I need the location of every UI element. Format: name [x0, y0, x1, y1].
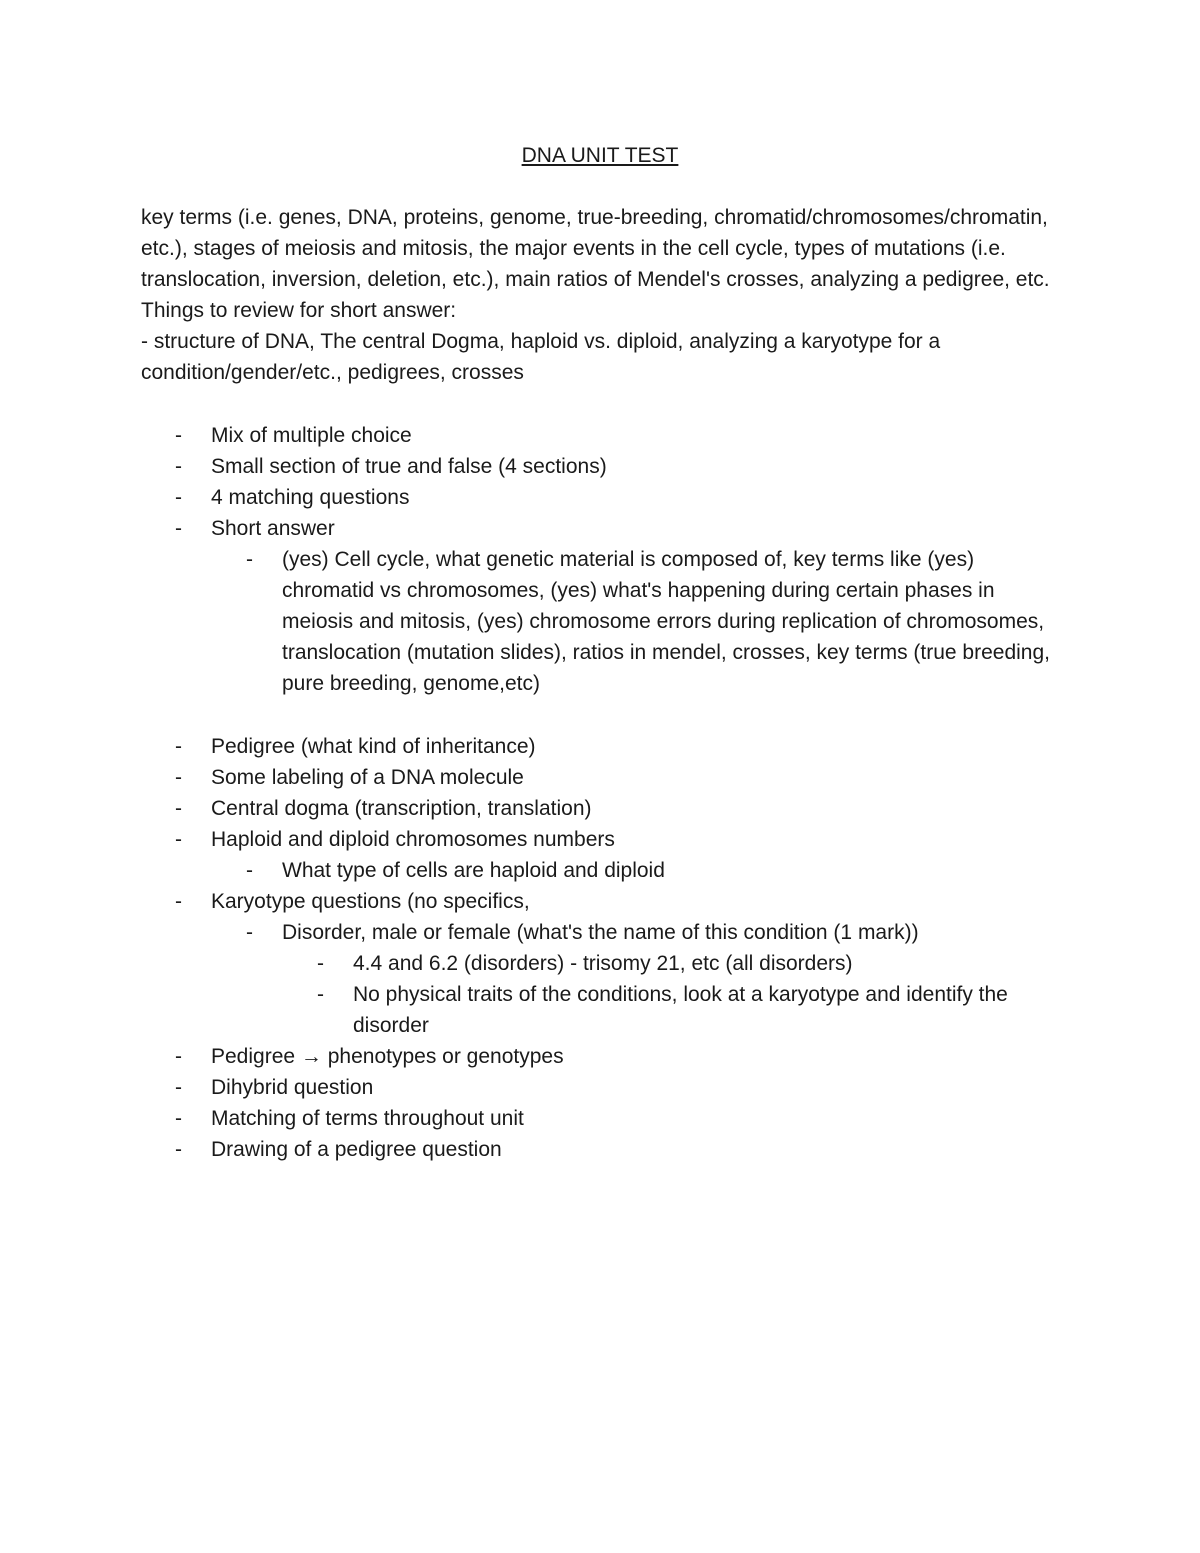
list-item-text: 4 matching questions — [211, 486, 410, 509]
dash-bullet: - — [175, 828, 182, 851]
dash-bullet: - — [175, 735, 182, 758]
list-item — [175, 482, 1071, 513]
list-item — [175, 513, 1071, 699]
list-item — [175, 420, 1071, 451]
dash-bullet: - — [175, 1045, 182, 1068]
list-item-text: Matching of terms throughout unit — [211, 1107, 524, 1130]
list-item-text: Pedigree (what kind of inheritance) — [211, 735, 536, 758]
list-item — [175, 762, 1071, 793]
dash-bullet: - — [175, 1138, 182, 1161]
list-item — [175, 886, 1071, 1041]
sub-list — [211, 544, 1071, 699]
topics-list — [175, 731, 1071, 1165]
sub-sub-list — [282, 948, 1071, 1041]
list-item — [175, 731, 1071, 762]
list-item — [246, 855, 1071, 886]
list-item — [175, 1134, 1071, 1165]
sub-list — [211, 855, 1071, 886]
list-item-text: Some labeling of a DNA molecule — [211, 766, 524, 789]
dash-bullet: - — [246, 859, 253, 882]
list-item — [175, 1041, 1071, 1072]
list-item — [246, 544, 1071, 699]
list-item — [246, 917, 1071, 1041]
dash-bullet: - — [175, 517, 182, 540]
short-answer-topics: - structure of DNA, The central Dogma, haploid vs. diploid, analyzing a karyotype for a condition/gender/etc., pedigrees, crosses — [141, 330, 941, 384]
list-item-text: (yes) Cell cycle, what genetic material is composed of, key terms like (yes) chromatid vs chromosomes, (yes) what's happening during certain phases in meiosis and mitosis, (yes) chromosome errors during replication of chromosomes, translocation (mutation slides), ratios in mendel, crosses, key terms (true breeding, pure breeding, genome,etc) — [282, 548, 1050, 695]
list-item — [175, 451, 1071, 482]
list-item — [317, 979, 1071, 1041]
list-item — [175, 824, 1071, 886]
list-item-text: 4.4 and 6.2 (disorders) - trisomy 21, etc (all disorders) — [353, 952, 853, 975]
dash-bullet: - — [175, 890, 182, 913]
list-item-text: No physical traits of the conditions, look at a karyotype and identify the disorder — [353, 983, 1008, 1037]
list-item-text: Haploid and diploid chromosomes numbers — [211, 828, 615, 851]
short-answer-heading: Things to review for short answer: — [141, 299, 457, 322]
list-item — [175, 1103, 1071, 1134]
list-item-text: Karyotype questions (no specifics, — [211, 890, 530, 913]
dash-bullet: - — [175, 797, 182, 820]
intro-section — [141, 202, 1071, 388]
list-item — [175, 1072, 1071, 1103]
dash-bullet: - — [175, 486, 182, 509]
list-item — [317, 948, 1071, 979]
dash-bullet: - — [175, 455, 182, 478]
list-item — [175, 793, 1071, 824]
test-format-list — [175, 420, 1071, 699]
page-title: DNA UNIT TEST — [521, 144, 679, 167]
dash-bullet: - — [175, 1107, 182, 1130]
dash-bullet: - — [317, 983, 324, 1006]
list-item-text: Drawing of a pedigree question — [211, 1138, 502, 1161]
list-item-text: Dihybrid question — [211, 1076, 374, 1099]
list-item-text: Short answer — [211, 517, 335, 540]
list-item-text: Small section of true and false (4 sections) — [211, 455, 607, 478]
dash-bullet: - — [175, 766, 182, 789]
list-item-text: Central dogma (transcription, translation) — [211, 797, 592, 820]
dash-bullet: - — [175, 1076, 182, 1099]
dash-bullet: - — [246, 921, 253, 944]
list-item-text: Mix of multiple choice — [211, 424, 412, 447]
key-terms-paragraph: key terms (i.e. genes, DNA, proteins, genome, true-breeding, chromatid/chromosomes/chromatin, etc.), stages of meiosis and mitosis, the major events in the cell cycle, types of mutations (i.e. translocation, inversion, deletion, etc.), main ratios of Mendel's crosses, analyzing a pedigree, etc. — [141, 206, 1050, 291]
dash-bullet: - — [317, 952, 324, 975]
list-item-text: What type of cells are haploid and diploid — [282, 859, 665, 882]
list-item-text: Disorder, male or female (what's the name of this condition (1 mark)) — [282, 921, 919, 944]
dash-bullet: - — [175, 424, 182, 447]
list-item-text: Pedigree → phenotypes or genotypes — [211, 1045, 564, 1068]
dash-bullet: - — [246, 548, 253, 571]
sub-list — [211, 917, 1071, 1041]
